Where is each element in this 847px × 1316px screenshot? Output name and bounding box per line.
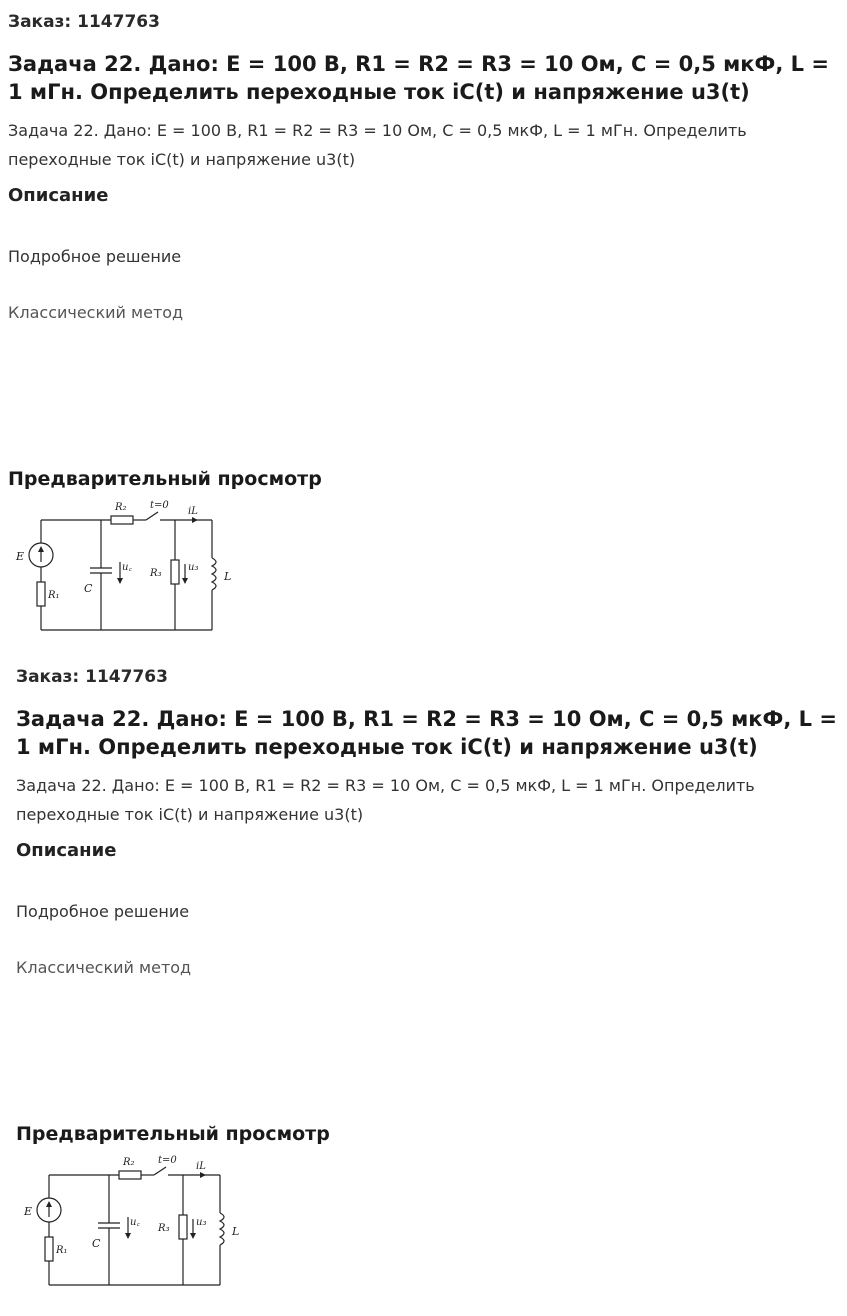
label-R2: R₂ bbox=[123, 1157, 135, 1168]
label-E: E bbox=[16, 550, 25, 563]
circuit-preview bbox=[16, 1153, 256, 1293]
circuit-diagram bbox=[16, 1153, 256, 1293]
description-line-method: Классический метод bbox=[8, 303, 184, 322]
label-switch: t=0 bbox=[150, 500, 169, 511]
task-summary: Задача 22. Дано: E = 100 В, R1 = R2 = R3 = 10 Ом, C = 0,5 мкФ, L = 1 мГн. Определить переходные ток iC(t) и напряжение u3(t) bbox=[8, 121, 747, 169]
preview-heading: Предварительный просмотр bbox=[16, 1123, 330, 1145]
preview-heading: Предварительный просмотр bbox=[8, 468, 322, 490]
label-uC: u꜀ bbox=[122, 562, 132, 573]
circuit-diagram bbox=[8, 498, 248, 638]
label-u3: u₃ bbox=[188, 562, 199, 573]
product-block-2 bbox=[16, 665, 846, 1293]
label-L: L bbox=[224, 570, 232, 583]
order-number: Заказ: 1147763 bbox=[16, 667, 168, 687]
description-heading: Описание bbox=[16, 840, 117, 861]
description-line-method: Классический метод bbox=[16, 958, 192, 977]
label-C: C bbox=[84, 582, 93, 595]
description-heading: Описание bbox=[8, 185, 109, 206]
label-R1: R₁ bbox=[56, 1245, 68, 1256]
label-C: C bbox=[92, 1237, 101, 1250]
order-number: Заказ: 1147763 bbox=[8, 12, 160, 32]
label-E: E bbox=[24, 1205, 33, 1218]
label-iL: iL bbox=[196, 1161, 206, 1172]
label-R3: R₃ bbox=[150, 568, 162, 579]
label-R2: R₂ bbox=[115, 502, 127, 513]
page-title: Задача 22. Дано: E = 100 В, R1 = R2 = R3 = 10 Ом, C = 0,5 мкФ, L = 1 мГн. Определить переходные ток iC(t) и напряжение u3(t) bbox=[8, 52, 829, 104]
label-u3: u₃ bbox=[196, 1217, 207, 1228]
task-summary: Задача 22. Дано: E = 100 В, R1 = R2 = R3 = 10 Ом, C = 0,5 мкФ, L = 1 мГн. Определить переходные ток iC(t) и напряжение u3(t) bbox=[16, 776, 755, 824]
description-line-detailed: Подробное решение bbox=[16, 902, 190, 921]
product-block-1 bbox=[8, 10, 838, 638]
label-R1: R₁ bbox=[48, 590, 60, 601]
description-line-detailed: Подробное решение bbox=[8, 247, 182, 266]
label-R3: R₃ bbox=[158, 1223, 170, 1234]
label-iL: iL bbox=[188, 506, 198, 517]
label-L: L bbox=[232, 1225, 240, 1238]
label-switch: t=0 bbox=[158, 1155, 177, 1166]
page-title: Задача 22. Дано: E = 100 В, R1 = R2 = R3 = 10 Ом, C = 0,5 мкФ, L = 1 мГн. Определить переходные ток iC(t) и напряжение u3(t) bbox=[16, 707, 837, 759]
label-uC: u꜀ bbox=[130, 1217, 140, 1228]
circuit-preview bbox=[8, 498, 248, 638]
